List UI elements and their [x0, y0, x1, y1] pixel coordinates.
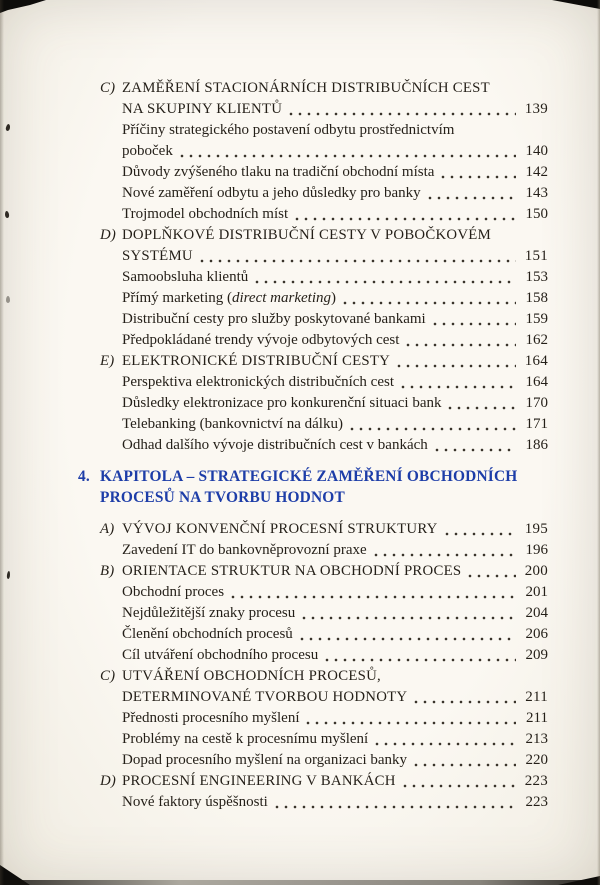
- entry-label: [122, 771, 396, 792]
- scan-speck: [5, 124, 10, 132]
- entry-label-segment: ORIENTACE STRUKTUR NA OBCHODNÍ PROCES: [122, 563, 462, 579]
- dot-leader: [397, 363, 516, 369]
- toc-entry-line: [100, 183, 548, 204]
- entry-label-segment: DOPLŇKOVÉ DISTRIBUČNÍ CESTY V POBOČKOVÉM: [122, 227, 491, 243]
- dot-leader: [435, 447, 516, 453]
- toc-entry: [100, 330, 548, 351]
- toc-entry: [100, 288, 548, 309]
- toc-entry: [100, 162, 548, 183]
- toc-entry-line: [100, 729, 548, 750]
- toc-entry: [100, 792, 548, 813]
- toc-entry-line: [100, 603, 548, 624]
- toc-entry-line: [100, 393, 548, 414]
- entry-label-segment: Perspektiva elektronických distribučních cest: [122, 374, 394, 390]
- entry-label-segment: DETERMINOVANÉ TVORBOU HODNOTY: [122, 689, 408, 705]
- entry-label-segment: Distribuční cesty pro služby poskytované bankami: [122, 311, 426, 327]
- entry-label: [122, 120, 454, 141]
- dot-leader: [468, 573, 516, 579]
- entry-label: [122, 750, 407, 771]
- toc-section-pre-chapter: [100, 78, 548, 456]
- page-number: 171: [525, 416, 548, 432]
- dot-leader: [375, 741, 516, 747]
- page-number: 151: [524, 248, 548, 264]
- dot-leader: [295, 216, 516, 222]
- toc-entry: [100, 519, 548, 540]
- toc-entry-line: [100, 645, 548, 666]
- page-number: 195: [524, 521, 548, 537]
- toc-entry-line: [100, 666, 548, 687]
- chapter-heading: [78, 466, 548, 508]
- scan-shadow-left-edge: [0, 0, 4, 885]
- entry-label: [122, 246, 193, 267]
- toc-entry-line: [100, 120, 548, 141]
- toc-entry-line: [100, 225, 548, 246]
- toc-entry-line: [100, 561, 548, 582]
- entry-label-segment: ): [331, 290, 336, 306]
- entry-label: [122, 372, 394, 393]
- toc-entry-line: [100, 624, 548, 645]
- entry-label: [122, 540, 367, 561]
- entry-label: [122, 267, 248, 288]
- page-number: 196: [525, 542, 548, 558]
- entry-label-segment: Obchodní proces: [122, 584, 225, 600]
- toc-entry: [100, 372, 548, 393]
- entry-label-segment: Přednosti procesního myšlení: [122, 710, 300, 726]
- toc-entry-line: [100, 771, 548, 792]
- entry-label-segment: Dopad procesního myšlení na organizaci banky: [122, 752, 408, 768]
- page-number: 223: [524, 773, 548, 789]
- entry-label-segment: Cíl utváření obchodního procesu: [122, 647, 319, 663]
- entry-label: [122, 792, 268, 813]
- page-number: 159: [525, 311, 548, 327]
- toc-entry-line: [100, 288, 548, 309]
- section-letter: B): [100, 563, 115, 579]
- section-letter: A): [100, 521, 115, 537]
- entry-label: [122, 435, 428, 456]
- toc-entry: [100, 603, 548, 624]
- toc-entry: [100, 414, 548, 435]
- entry-label: [122, 666, 381, 687]
- toc-entry-line: [100, 99, 548, 120]
- entry-label-segment: Zavedení IT do bankovněprovozní praxe: [122, 542, 367, 558]
- toc-entry: [100, 267, 548, 288]
- toc-entry-line: [100, 414, 548, 435]
- entry-label: [122, 309, 426, 330]
- page-number: 170: [525, 395, 548, 411]
- toc-content: [78, 78, 548, 813]
- dot-leader: [445, 531, 516, 537]
- entry-label-segment: ZAMĚŘENÍ STACIONÁRNÍCH DISTRIBUČNÍCH CEST: [122, 80, 490, 96]
- entry-label: [122, 351, 390, 372]
- page-number: 164: [525, 374, 548, 390]
- entry-label-segment: Odhad dalšího vývoje distribučních cest v bankách: [122, 437, 428, 453]
- page-number: 158: [525, 290, 548, 306]
- toc-entry-line: [100, 351, 548, 372]
- scan-artifact-top-left: [0, 0, 46, 13]
- section-letter: D): [100, 227, 117, 243]
- toc-entry: [100, 183, 548, 204]
- chapter-number: 4.: [78, 468, 90, 485]
- entry-label: [122, 225, 491, 246]
- section-letter: C): [100, 80, 116, 96]
- toc-entry-line: [100, 792, 548, 813]
- entry-label: [122, 414, 343, 435]
- toc-entry: [100, 666, 548, 708]
- chapter-heading-line1: KAPITOLA – STRATEGICKÉ ZAMĚŘENÍ OBCHODNÍCH: [100, 468, 518, 485]
- page-number: 150: [525, 206, 548, 222]
- entry-label-segment: Předpokládané trendy vývoje odbytových cest: [122, 332, 400, 348]
- entry-label: [122, 708, 299, 729]
- entry-label: [122, 330, 399, 351]
- entry-label-segment: Nové zaměření odbytu a jeho důsledky pro banky: [122, 185, 421, 201]
- toc-entry-line: [100, 750, 548, 771]
- entry-label-segment: Telebanking (bankovnictví na dálku): [122, 416, 343, 432]
- entry-label-segment: VÝVOJ KONVENČNÍ PROCESNÍ STRUKTURY: [122, 521, 438, 537]
- chapter-heading-line1-row: [78, 466, 548, 487]
- page-number: 206: [525, 626, 548, 642]
- section-letter: D): [100, 773, 117, 789]
- entry-label: [122, 183, 421, 204]
- toc-entry: [100, 204, 548, 225]
- toc-entry-line: [100, 204, 548, 225]
- dot-leader: [302, 615, 516, 621]
- toc-entry: [100, 120, 548, 162]
- dot-leader: [343, 300, 516, 306]
- entry-label-segment: Přímý marketing (: [122, 290, 232, 306]
- page-number: 211: [525, 689, 548, 705]
- scan-speck: [5, 211, 10, 218]
- dot-leader: [306, 720, 516, 726]
- section-letter: C): [100, 668, 116, 684]
- entry-label: [122, 78, 490, 99]
- entry-label-segment: Problémy na cestě k procesnímu myšlení: [122, 731, 369, 747]
- toc-entry-line: [100, 687, 548, 708]
- page-number: 162: [525, 332, 548, 348]
- dot-leader: [441, 174, 516, 180]
- entry-label-segment: Samoobsluha klientů: [122, 269, 249, 285]
- entry-label: [122, 582, 224, 603]
- chapter-heading-line2: PROCESŮ NA TVORBU HODNOT: [100, 489, 345, 506]
- entry-label: [122, 393, 441, 414]
- toc-entry: [100, 393, 548, 414]
- entry-label-segment: Příčiny strategického postavení odbytu prostřednictvím: [122, 122, 455, 138]
- dot-leader: [350, 426, 516, 432]
- scan-artifact-top-right: [552, 0, 600, 9]
- entry-label: [122, 645, 318, 666]
- entry-label-italic-segment: direct marketing: [231, 290, 331, 306]
- page-number: 213: [525, 731, 548, 747]
- dot-leader: [300, 636, 516, 642]
- toc-entry-line: [100, 519, 548, 540]
- toc-section-chapter4: [100, 519, 548, 813]
- toc-entry: [100, 540, 548, 561]
- toc-entry: [100, 435, 548, 456]
- toc-entry: [100, 771, 548, 792]
- dot-leader: [289, 111, 516, 117]
- page-number: 142: [525, 164, 548, 180]
- entry-label-segment: ELEKTRONICKÉ DISTRIBUČNÍ CESTY: [122, 353, 391, 369]
- toc-entry-line: [100, 708, 548, 729]
- dot-leader: [403, 783, 516, 789]
- entry-label-segment: NA SKUPINY KLIENTŮ: [122, 101, 283, 117]
- toc-entry-line: [100, 582, 548, 603]
- toc-entry-line: [100, 267, 548, 288]
- entry-label-segment: UTVÁŘENÍ OBCHODNÍCH PROCESŮ,: [122, 668, 381, 684]
- toc-entry: [100, 582, 548, 603]
- toc-entry: [100, 225, 548, 267]
- toc-entry-line: [100, 330, 548, 351]
- toc-entry-line: [100, 309, 548, 330]
- page-number: 220: [525, 752, 548, 768]
- entry-label-segment: Nejdůležitější znaky procesu: [122, 605, 296, 621]
- entry-label: [122, 141, 173, 162]
- dot-leader: [414, 699, 516, 705]
- entry-label: [122, 687, 407, 708]
- page-number: 139: [524, 101, 548, 117]
- page-number: 223: [525, 794, 548, 810]
- entry-label-segment: Členění obchodních procesů: [122, 626, 293, 642]
- toc-entry: [100, 624, 548, 645]
- toc-entry: [100, 729, 548, 750]
- dot-leader: [433, 321, 516, 327]
- dot-leader: [414, 762, 516, 768]
- dot-leader: [200, 258, 516, 264]
- scan-speck: [6, 296, 10, 303]
- entry-label: [122, 729, 368, 750]
- page-number: 201: [525, 584, 548, 600]
- entry-label: [122, 204, 288, 225]
- toc-entry-line: [100, 246, 548, 267]
- page-number: 200: [524, 563, 548, 579]
- entry-label: [122, 624, 293, 645]
- scan-speck: [7, 571, 11, 579]
- scan-shadow-bottom: [0, 880, 600, 885]
- dot-leader: [406, 342, 516, 348]
- toc-entry: [100, 78, 548, 120]
- toc-entry: [100, 309, 548, 330]
- toc-entry-line: [100, 540, 548, 561]
- dot-leader: [448, 405, 516, 411]
- section-letter: E): [100, 353, 115, 369]
- toc-entry-line: [100, 435, 548, 456]
- entry-label-segment: Nové faktory úspěšnosti: [122, 794, 268, 810]
- page-number: 153: [525, 269, 548, 285]
- toc-entry-line: [100, 141, 548, 162]
- toc-entry-line: [100, 78, 548, 99]
- page-number: 140: [525, 143, 548, 159]
- entry-label: [122, 288, 336, 309]
- toc-entry: [100, 750, 548, 771]
- page-number: 211: [526, 710, 548, 726]
- entry-label: [122, 519, 438, 540]
- dot-leader: [231, 594, 516, 600]
- toc-entry: [100, 645, 548, 666]
- dot-leader: [428, 195, 516, 201]
- dot-leader: [325, 657, 516, 663]
- page-number: 209: [525, 647, 548, 663]
- dot-leader: [275, 804, 516, 810]
- entry-label-segment: SYSTÉMU: [122, 248, 193, 264]
- toc-entry-line: [100, 372, 548, 393]
- entry-label-segment: Trojmodel obchodních míst: [122, 206, 289, 222]
- entry-label-segment: Důsledky elektronizace pro konkurenční situaci bank: [122, 395, 442, 411]
- page-number: 164: [524, 353, 548, 369]
- toc-entry: [100, 351, 548, 372]
- entry-label-segment: PROCESNÍ ENGINEERING V BANKÁCH: [122, 773, 396, 789]
- entry-label-segment: Důvody zvýšeného tlaku na tradiční obchodní místa: [122, 164, 435, 180]
- entry-label: [122, 99, 282, 120]
- dot-leader: [401, 384, 516, 390]
- dot-leader: [180, 153, 516, 159]
- toc-entry: [100, 561, 548, 582]
- dot-leader: [374, 552, 516, 558]
- entry-label: [122, 162, 434, 183]
- entry-label: [122, 603, 295, 624]
- page-number: 186: [525, 437, 548, 453]
- toc-entry: [100, 708, 548, 729]
- page-number: 204: [525, 605, 548, 621]
- entry-label: [122, 561, 461, 582]
- dot-leader: [255, 279, 516, 285]
- toc-entry-line: [100, 162, 548, 183]
- entry-label-segment: poboček: [122, 143, 173, 159]
- page-number: 143: [525, 185, 548, 201]
